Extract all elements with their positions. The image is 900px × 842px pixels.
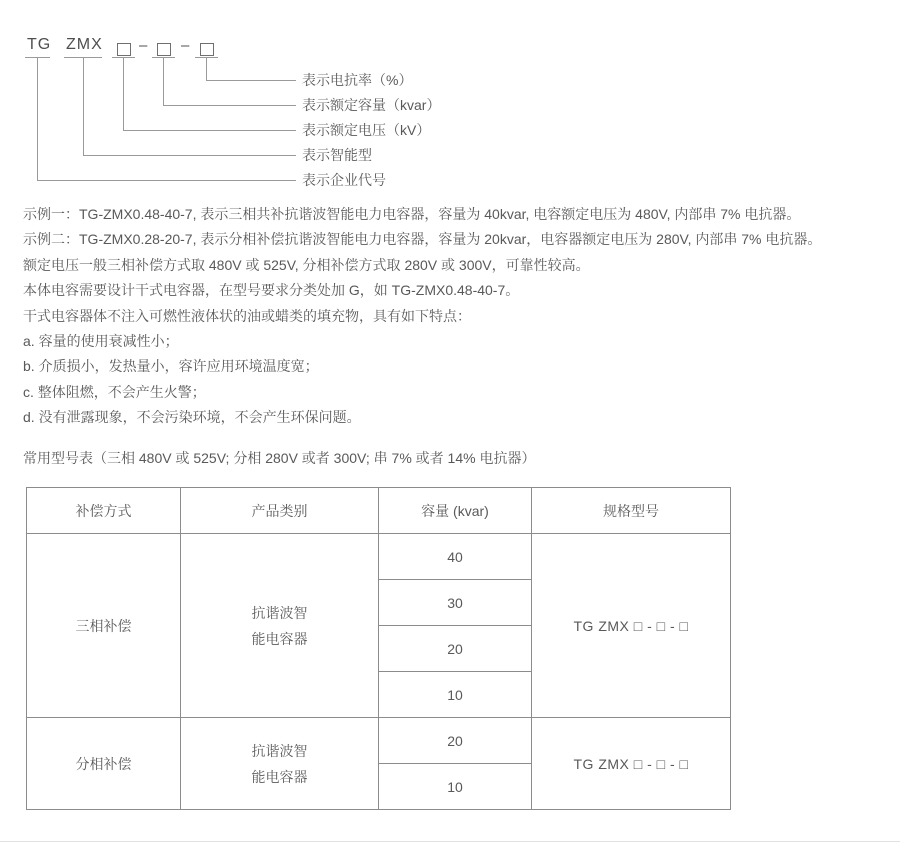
connector-line [123,130,296,131]
connector-line [206,80,296,81]
connector-line [37,180,296,181]
cell-capacity: 40 [379,534,532,580]
table-row [27,718,731,764]
description-paragraphs [23,202,893,431]
category-line-2: 能电容器 [251,630,308,647]
feature-a: a. 容量的使用衰减性小； [23,333,179,350]
dry-capacitor-note: 本体电容需要设计干式电容器，在型号要求分类处加 G，如 TG-ZMX0.48-40-7。 [23,282,520,299]
model-type-code: ZMX [66,36,103,53]
cell-model-split-phase: TG ZMX □ - □ - □ [532,718,731,810]
header-spec-model: 规格型号 [532,488,731,534]
cell-capacity: 10 [379,764,532,810]
connector-line [123,57,124,131]
table-caption: 常用型号表（三相 480V 或 525V; 分相 280V 或者 300V; 串 7% 或者 14% 电抗器） [23,450,536,466]
diagram-label-intelligent-type: 表示智能型 [302,147,372,163]
cell-category-three-phase [181,534,379,718]
model-separator: – [139,37,148,54]
diagram-label-rated-voltage: 表示额定电压（kV） [302,122,431,138]
rated-voltage-note: 额定电压一般三相补偿方式取 480V 或 525V, 分相补偿方式取 280V 或 300V，可靠性较高。 [23,256,590,273]
connector-line [163,57,164,106]
example-two: 示例二：TG-ZMX0.28-20-7, 表示分相补偿抗谐波智能电力电容器，容量为 20kvar，电容器额定电压为 280V, 内部串 7% 电抗器。 [23,231,822,248]
model-placeholder-box-capacity [157,43,171,56]
connector-line [206,57,207,81]
model-separator: – [181,37,190,54]
table-row [27,534,731,580]
connector-line [37,57,38,181]
header-compensation-mode: 补偿方式 [27,488,181,534]
common-model-table [26,487,731,810]
cell-compensation-three-phase: 三相补偿 [27,534,181,718]
cell-compensation-split-phase: 分相补偿 [27,718,181,810]
category-line-1: 抗谐波智 [251,604,308,621]
model-placeholder-box-voltage [117,43,131,56]
cell-category-split-phase [181,718,379,810]
example-one: 示例一：TG-ZMX0.48-40-7, 表示三相共补抗谐波智能电力电容器，容量为 40kvar, 电容额定电压为 480V, 内部串 7% 电抗器。 [23,206,801,222]
feature-d: d. 没有泄露现象，不会污染环境，不会产生环保问题。 [23,409,361,426]
feature-c: c. 整体阻燃，不会产生火警； [23,383,206,400]
diagram-label-reactance-rate: 表示电抗率（%） [302,72,413,88]
header-capacity: 容量 (kvar) [379,488,532,534]
table-header-row [27,488,731,534]
cell-model-three-phase: TG ZMX □ - □ - □ [532,534,731,718]
feature-b: b. 介质损小，发热量小，容许应用环境温度宽； [23,358,319,375]
connector-line [83,57,84,156]
category-line-1: 抗谐波智 [251,742,308,759]
category-line-2: 能电容器 [251,768,308,785]
features-intro: 干式电容器体不注入可燃性液体状的油或蜡类的填充物，具有如下特点： [23,307,471,324]
cell-capacity: 20 [379,626,532,672]
connector-line [83,155,296,156]
cell-capacity: 10 [379,672,532,718]
cell-capacity: 20 [379,718,532,764]
diagram-label-rated-capacity: 表示额定容量（kvar） [302,97,441,113]
cell-capacity: 30 [379,580,532,626]
diagram-label-company-code: 表示企业代号 [302,172,386,188]
model-designation-diagram [0,0,900,200]
connector-line [163,105,296,106]
header-product-category: 产品类别 [181,488,379,534]
model-prefix: TG [27,36,52,53]
model-placeholder-box-reactance [200,43,214,56]
